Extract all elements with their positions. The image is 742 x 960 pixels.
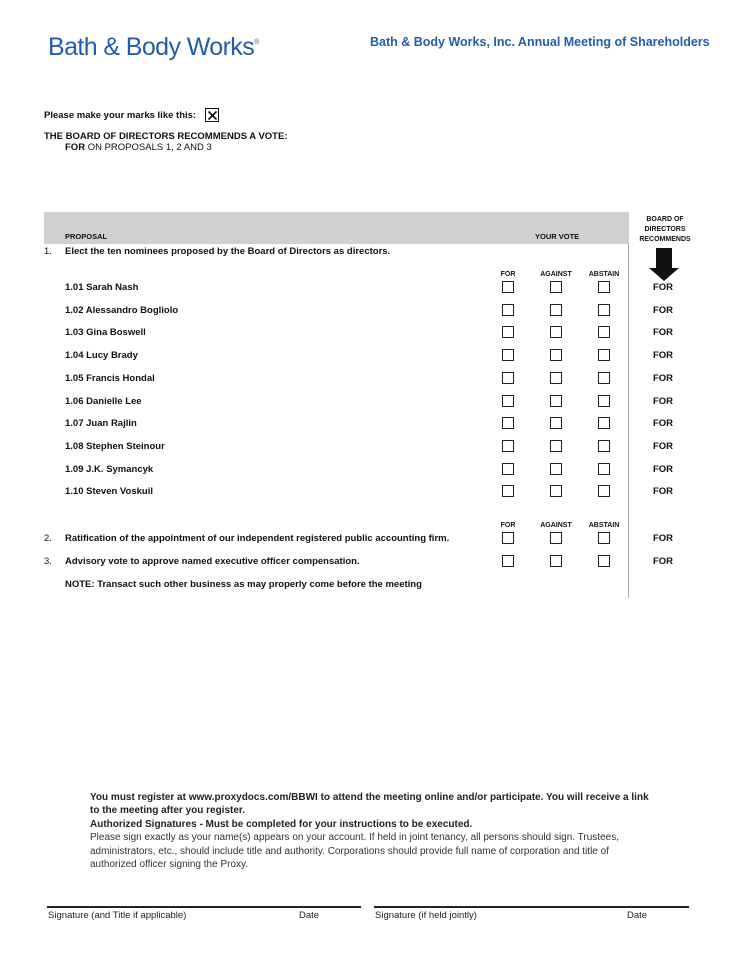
nominee-name: 1.01 Sarah Nash	[65, 282, 139, 293]
board-recommendation: FOR	[652, 486, 674, 497]
abstain-checkbox[interactable]	[598, 395, 610, 407]
board-recommendation-heading: THE BOARD OF DIRECTORS RECOMMENDS A VOTE:	[44, 131, 288, 142]
date-1-label: Date	[299, 910, 320, 921]
proposal-column-header: PROPOSAL	[65, 232, 108, 241]
your-vote-column-header: YOUR VOTE	[535, 232, 580, 241]
proposal-2-abstain-checkbox[interactable]	[598, 532, 610, 544]
board-recommendation: FOR	[652, 373, 674, 384]
proposal-3-text: Advisory vote to approve named executive officer compensation.	[65, 556, 360, 567]
proposal-1-text: Elect the ten nominees proposed by the Board of Directors as directors.	[65, 246, 391, 257]
proposal-3-against-checkbox[interactable]	[550, 555, 562, 567]
proposal-3-for-checkbox[interactable]	[502, 555, 514, 567]
against-column-label: AGAINST	[540, 271, 572, 278]
for-checkbox[interactable]	[502, 326, 514, 338]
for-checkbox[interactable]	[502, 372, 514, 384]
proposal-1-number: 1.	[44, 246, 52, 257]
board-recommendation: FOR	[652, 396, 674, 407]
signature-1-line[interactable]	[47, 906, 361, 908]
against-column-label: AGAINST	[540, 522, 572, 529]
abstain-checkbox[interactable]	[598, 281, 610, 293]
nominee-name: 1.06 Danielle Lee	[65, 396, 142, 407]
proposal-2-board-recommendation: FOR	[652, 533, 674, 544]
against-checkbox[interactable]	[550, 395, 562, 407]
board-recommendation: FOR	[652, 327, 674, 338]
for-checkbox[interactable]	[502, 485, 514, 497]
abstain-checkbox[interactable]	[598, 304, 610, 316]
proposal-3-abstain-checkbox[interactable]	[598, 555, 610, 567]
abstain-checkbox[interactable]	[598, 372, 610, 384]
against-checkbox[interactable]	[550, 304, 562, 316]
signing-instructions: Please sign exactly as your name(s) appears on your account. If held in joint tenancy, all persons should sign. Trustees, administrators, etc., should include title and authority. Corporations should provide full name of corporation and title of authorized officer signing the Proxy.	[90, 832, 619, 871]
nominee-name: 1.02 Alessandro Bogliolo	[65, 305, 179, 316]
abstain-checkbox[interactable]	[598, 349, 610, 361]
against-checkbox[interactable]	[550, 417, 562, 429]
abstain-checkbox[interactable]	[598, 440, 610, 452]
document-title: Bath & Body Works, Inc. Annual Meeting of Shareholders	[370, 35, 710, 49]
nominee-name: 1.09 J.K. Symancyk	[65, 464, 154, 475]
date-2-label: Date	[627, 910, 648, 921]
nominee-name: 1.03 Gina Boswell	[65, 327, 146, 338]
against-checkbox[interactable]	[550, 372, 562, 384]
nominee-name: 1.07 Juan Rajlin	[65, 418, 137, 429]
nominee-name: 1.04 Lucy Brady	[65, 350, 138, 361]
proposal-3-number: 3.	[44, 556, 52, 567]
for-checkbox[interactable]	[502, 349, 514, 361]
note-text: NOTE: Transact such other business as may properly come before the meeting	[65, 579, 422, 590]
marks-instruction: Please make your marks like this:	[44, 110, 197, 121]
signature-2-label: Signature (if held jointly)	[375, 910, 477, 921]
for-column-label: FOR	[500, 522, 516, 529]
board-recommendation-detail: FOR ON PROPOSALS 1, 2 AND 3	[65, 142, 212, 153]
board-recommendation: FOR	[652, 418, 674, 429]
abstain-column-label: ABSTAIN	[588, 271, 620, 278]
for-checkbox[interactable]	[502, 304, 514, 316]
proposal-2-text: Ratification of the appointment of our independent registered public accounting firm.	[65, 533, 450, 544]
board-recommendation: FOR	[652, 282, 674, 293]
against-checkbox[interactable]	[550, 440, 562, 452]
nominee-name: 1.05 Francis Hondal	[65, 373, 155, 384]
board-recommendation: FOR	[652, 441, 674, 452]
board-recommendation: FOR	[652, 305, 674, 316]
against-checkbox[interactable]	[550, 485, 562, 497]
signature-1-label: Signature (and Title if applicable)	[48, 910, 187, 921]
abstain-checkbox[interactable]	[598, 485, 610, 497]
for-column-label: FOR	[500, 271, 516, 278]
bath-body-works-logo: Bath & Body Works®	[48, 33, 259, 61]
registration-notice: You must register at www.proxydocs.com/BBWI to attend the meeting online and/or participate. You will receive a link to the meeting after you register.	[90, 792, 649, 817]
against-checkbox[interactable]	[550, 349, 562, 361]
board-recommendation: FOR	[652, 350, 674, 361]
sample-mark-x-icon	[205, 108, 219, 122]
nominee-name: 1.08 Stephen Steinour	[65, 441, 165, 452]
authorized-signatures-notice: Authorized Signatures - Must be completed for your instructions to be executed.	[90, 818, 473, 830]
proposal-2-against-checkbox[interactable]	[550, 532, 562, 544]
board-recommendation: FOR	[652, 464, 674, 475]
for-checkbox[interactable]	[502, 395, 514, 407]
signature-2-line[interactable]	[374, 906, 689, 908]
column-divider	[628, 244, 629, 598]
board-recommends-column-header: BOARD OF DIRECTORS RECOMMENDS	[639, 216, 691, 243]
abstain-column-label: ABSTAIN	[588, 522, 620, 529]
for-checkbox[interactable]	[502, 440, 514, 452]
notice-block	[90, 791, 650, 871]
abstain-checkbox[interactable]	[598, 417, 610, 429]
abstain-checkbox[interactable]	[598, 463, 610, 475]
against-checkbox[interactable]	[550, 281, 562, 293]
against-checkbox[interactable]	[550, 463, 562, 475]
abstain-checkbox[interactable]	[598, 326, 610, 338]
proposal-2-number: 2.	[44, 533, 52, 544]
nominee-name: 1.10 Steven Voskuil	[65, 486, 154, 497]
proposal-2-for-checkbox[interactable]	[502, 532, 514, 544]
for-checkbox[interactable]	[502, 281, 514, 293]
for-checkbox[interactable]	[502, 463, 514, 475]
for-checkbox[interactable]	[502, 417, 514, 429]
proposal-3-board-recommendation: FOR	[652, 556, 674, 567]
against-checkbox[interactable]	[550, 326, 562, 338]
